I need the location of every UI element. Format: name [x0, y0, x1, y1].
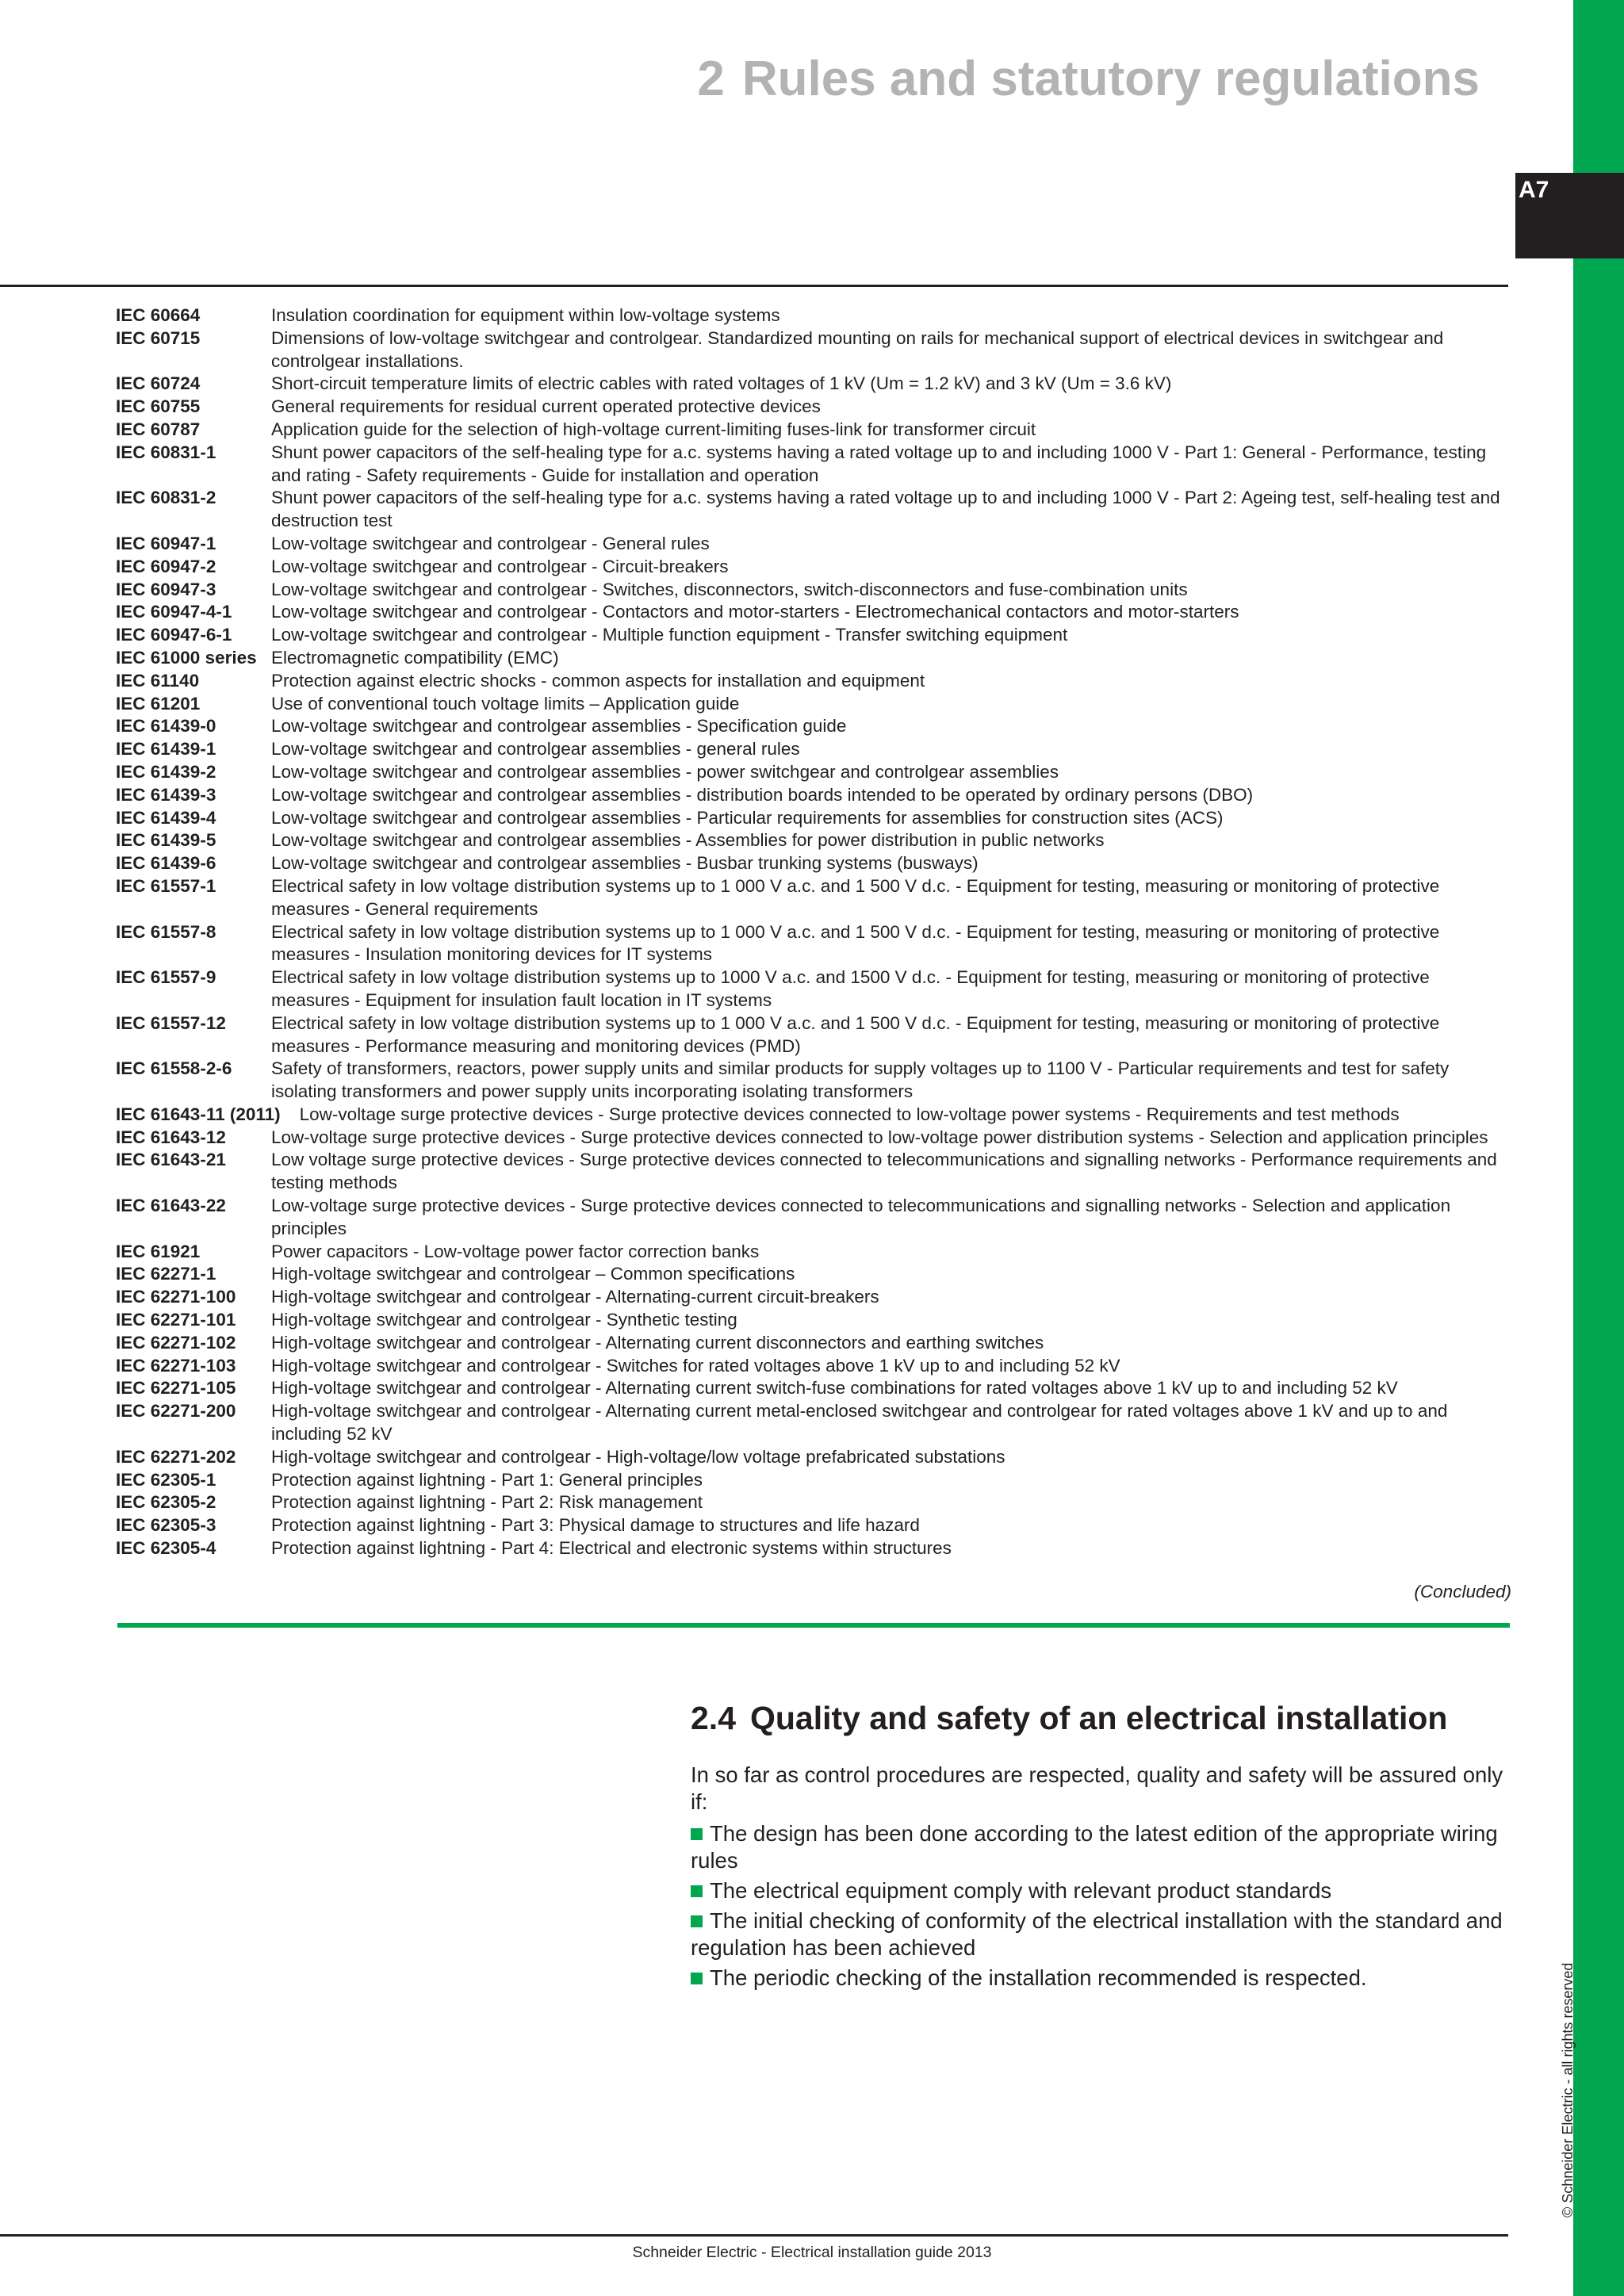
standard-code: IEC 61643-22	[116, 1196, 226, 1216]
standard-row	[116, 1241, 1511, 1264]
bullet-text: The periodic checking of the installation recommended is respected.	[710, 1965, 1367, 1990]
quality-safety-section	[691, 1698, 1512, 1992]
standard-description: Low voltage surge protective devices - Surge protective devices connected to telecommunications and signalling networks - Performance requirements and testing methods	[271, 1150, 1497, 1193]
standard-description: Protection against lightning - Part 3: Physical damage to structures and life hazard	[271, 1515, 920, 1536]
standard-row	[116, 624, 1511, 647]
green-divider	[117, 1623, 1510, 1628]
section-title	[691, 1698, 1512, 1738]
top-divider	[0, 285, 1508, 287]
standard-row	[116, 601, 1511, 624]
standard-code: IEC 60947-4-1	[116, 602, 232, 622]
standard-description: High-voltage switchgear and controlgear - Alternating current metal-enclosed switchgear and controlgear for rated voltages above 1 kV and up to and including 52 kV	[271, 1401, 1448, 1445]
page-footer: Schneider Electric - Electrical installation guide 2013	[632, 2244, 992, 2261]
standard-code: IEC 60831-2	[116, 488, 216, 508]
standard-code: IEC 60947-6-1	[116, 625, 232, 645]
standard-description: Low-voltage switchgear and controlgear assemblies - distribution boards intended to be operated by ordinary persons (DBO)	[271, 784, 1254, 805]
standard-row	[116, 738, 1511, 761]
standard-description: Electromagnetic compatibility (EMC)	[271, 647, 559, 668]
standard-row	[116, 396, 1511, 419]
standard-code: IEC 61557-12	[116, 1012, 226, 1033]
standards-list	[116, 304, 1511, 1560]
standard-code: IEC 62271-202	[116, 1446, 236, 1467]
standard-code: IEC 61140	[116, 670, 200, 691]
standard-row	[116, 670, 1511, 693]
standard-code: IEC 61000 series	[116, 647, 257, 668]
standard-row	[116, 829, 1511, 852]
standard-description: Safety of transformers, reactors, power supply units and similar products for supply voltages up to 1100 V - Particular requirements and test for safety isolating transformers and power supply units incorporating isolating transformers	[271, 1058, 1450, 1102]
standard-code: IEC 60664	[116, 305, 201, 325]
standard-row	[116, 1446, 1511, 1469]
standard-code: IEC 61439-1	[116, 739, 216, 760]
standard-description: Short-circuit temperature limits of electric cables with rated voltages of 1 kV (Um = 1.2 kV) and 3 kV (Um = 3.6 kV)	[271, 373, 1172, 394]
section-intro: In so far as control procedures are respected, quality and safety will be assured only if:	[691, 1762, 1503, 1814]
standard-row	[116, 1469, 1511, 1492]
standard-code: IEC 61439-2	[116, 761, 216, 782]
standard-code: IEC 62271-100	[116, 1287, 236, 1307]
standard-code: IEC 62305-2	[116, 1492, 216, 1513]
standard-description: Low-voltage switchgear and controlgear assemblies - Specification guide	[271, 716, 847, 737]
standard-code: IEC 61439-6	[116, 853, 216, 874]
standard-description: High-voltage switchgear and controlgear - Alternating current switch-fuse combinations for rated voltages above 1 kV up to and including 52 kV	[271, 1378, 1398, 1399]
section-number: 2.4	[691, 1700, 736, 1736]
standard-code: IEC 61439-5	[116, 830, 216, 851]
standard-code: IEC 61439-3	[116, 784, 216, 805]
standard-row	[116, 1400, 1511, 1446]
standard-row	[116, 875, 1511, 921]
standard-code: IEC 62271-101	[116, 1310, 236, 1330]
standard-code: IEC 61439-4	[116, 807, 216, 828]
standard-description: Low-voltage surge protective devices - Surge protective devices connected to low-voltage power systems - Requirements and test methods	[299, 1104, 1400, 1124]
standard-description: High-voltage switchgear and controlgear – Common specifications	[271, 1264, 795, 1284]
bullet-item	[691, 1908, 1512, 1961]
standard-description: Low-voltage surge protective devices - Surge protective devices connected to low-voltage power distribution systems - Selection and application principles	[271, 1127, 1488, 1147]
standard-code: IEC 62305-4	[116, 1538, 216, 1559]
standard-row	[116, 761, 1511, 784]
bottom-divider	[0, 2234, 1508, 2237]
standard-description: Low-voltage surge protective devices - Surge protective devices connected to telecommunications and signalling networks - Selection and application principles	[271, 1196, 1451, 1238]
standard-code: IEC 61557-8	[116, 921, 216, 942]
standard-description: Low-voltage switchgear and controlgear assemblies - Particular requirements for assemblies for construction sites (ACS)	[271, 807, 1224, 828]
standard-code: IEC 60831-1	[116, 442, 216, 462]
green-square-bullet-icon	[691, 1828, 703, 1840]
standard-description: Insulation coordination for equipment within low-voltage systems	[271, 305, 780, 325]
standard-description: Low-voltage switchgear and controlgear assemblies - Busbar trunking systems (busways)	[271, 853, 979, 874]
standard-row	[116, 1058, 1511, 1104]
chapter-title-text: Rules and statutory regulations	[741, 52, 1480, 106]
standard-description: High-voltage switchgear and controlgear - Synthetic testing	[271, 1310, 737, 1330]
standard-description: Protection against electric shocks - common aspects for installation and equipment	[271, 670, 925, 691]
green-square-bullet-icon	[691, 1915, 703, 1927]
standard-code: IEC 61643-21	[116, 1150, 226, 1170]
standard-code: IEC 62305-1	[116, 1469, 216, 1490]
standard-code: IEC 60724	[116, 373, 201, 394]
standard-description: Low-voltage switchgear and controlgear - Multiple function equipment - Transfer switching equipment	[271, 625, 1068, 645]
standard-row	[116, 1127, 1511, 1150]
standard-code: IEC 60755	[116, 396, 201, 417]
standard-code: IEC 60947-3	[116, 579, 216, 599]
standard-row	[116, 693, 1511, 716]
standard-description: Protection against lightning - Part 1: General principles	[271, 1469, 703, 1490]
standard-description: High-voltage switchgear and controlgear - Switches for rated voltages above 1 kV up to and including 52 kV	[271, 1355, 1120, 1376]
standard-description: Use of conventional touch voltage limits – Application guide	[271, 693, 740, 714]
standard-row	[116, 966, 1511, 1012]
standard-row	[116, 784, 1511, 807]
standard-code: IEC 60947-2	[116, 556, 216, 576]
bullet-item	[691, 1820, 1512, 1874]
standard-row	[116, 1377, 1511, 1400]
chapter-title	[697, 51, 1480, 108]
standard-description: Low-voltage switchgear and controlgear - Switches, disconnectors, switch-disconnectors and fuse-combination units	[271, 579, 1188, 599]
green-square-bullet-icon	[691, 1973, 703, 1984]
standard-row	[116, 1491, 1511, 1514]
standard-row	[116, 487, 1511, 533]
standard-code: IEC 61557-9	[116, 967, 216, 988]
green-square-bullet-icon	[691, 1885, 703, 1897]
standard-row	[116, 327, 1511, 373]
standard-code: IEC 62271-103	[116, 1355, 236, 1376]
standard-row	[116, 1537, 1511, 1560]
standard-row	[116, 1195, 1511, 1241]
standard-description: Low-voltage switchgear and controlgear assemblies - general rules	[271, 739, 800, 760]
concluded-note: (Concluded)	[1414, 1582, 1511, 1601]
standard-row	[116, 852, 1511, 875]
standard-row	[116, 373, 1511, 396]
standard-code: IEC 62305-3	[116, 1515, 216, 1536]
standard-description: High-voltage switchgear and controlgear - Alternating current disconnectors and earthing switches	[271, 1332, 1044, 1353]
standard-row	[116, 1332, 1511, 1355]
standard-code: IEC 60787	[116, 419, 201, 439]
green-side-bar	[1573, 0, 1624, 2296]
standard-description: Low-voltage switchgear and controlgear assemblies - Assemblies for power distribution in public networks	[271, 830, 1105, 851]
standard-row	[116, 1309, 1511, 1332]
standard-row	[116, 579, 1511, 602]
standard-row	[116, 556, 1511, 579]
standard-description: Electrical safety in low voltage distribution systems up to 1000 V a.c. and 1500 V d.c. - Equipment for testing, measuring or monitoring of protective measures - Equipment for insulation fault location in IT systems	[271, 967, 1430, 1010]
standard-code: IEC 61921	[116, 1241, 201, 1261]
chapter-number: 2	[697, 52, 725, 106]
standard-code: IEC 61643-12	[116, 1127, 226, 1147]
copyright-notice: © Schneider Electric - all rights reserved	[1560, 1962, 1576, 2218]
standard-description: Shunt power capacitors of the self-healing type for a.c. systems having a rated voltage up to and including 1000 V - Part 2: Ageing test, self-healing test and destruction test	[271, 488, 1500, 531]
bullet-text: The initial checking of conformity of the electrical installation with the standard and regulation has been achieved	[691, 1908, 1503, 1960]
page-tab: A7	[1515, 173, 1624, 258]
standard-code: IEC 62271-105	[116, 1378, 236, 1399]
standard-description: High-voltage switchgear and controlgear - Alternating-current circuit-breakers	[271, 1287, 879, 1307]
bullet-item	[691, 1877, 1512, 1904]
standard-code: IEC 60947-1	[116, 533, 216, 553]
standard-row	[116, 533, 1511, 556]
standard-description: Application guide for the selection of high-voltage current-limiting fuses-link for transformer circuit	[271, 419, 1036, 439]
section-title-text: Quality and safety of an electrical installation	[750, 1700, 1448, 1736]
standard-description: Electrical safety in low voltage distribution systems up to 1 000 V a.c. and 1 500 V d.c. - Equipment for testing, measuring or monitoring of protective measures - Insulation monitoring devices for IT systems	[271, 921, 1440, 965]
bullet-list	[691, 1820, 1512, 1992]
standard-code: IEC 62271-102	[116, 1332, 236, 1353]
standard-description: Shunt power capacitors of the self-healing type for a.c. systems having a rated voltage up to and including 1000 V - Part 1: General - Performance, testing and rating - Safety requirements - Guide for installation and operation	[271, 442, 1487, 485]
standard-row	[116, 1263, 1511, 1286]
standard-row	[116, 921, 1511, 967]
standard-row	[116, 442, 1511, 488]
standard-description: Low-voltage switchgear and controlgear - General rules	[271, 533, 710, 553]
standard-row	[116, 419, 1511, 442]
standard-description: Low-voltage switchgear and controlgear assemblies - power switchgear and controlgear assemblies	[271, 761, 1059, 782]
standard-description: Power capacitors - Low-voltage power factor correction banks	[271, 1241, 760, 1261]
standard-code: IEC 60715	[116, 327, 201, 348]
standard-description: High-voltage switchgear and controlgear - High-voltage/low voltage prefabricated substations	[271, 1446, 1005, 1467]
standard-description: General requirements for residual current operated protective devices	[271, 396, 821, 417]
standard-row	[116, 1104, 1511, 1127]
standard-code: IEC 62271-1	[116, 1264, 216, 1284]
standard-description: Low-voltage switchgear and controlgear - Contactors and motor-starters - Electromechanical contactors and motor-starters	[271, 602, 1239, 622]
standard-code: IEC 61557-1	[116, 875, 216, 896]
standard-code: IEC 61558-2-6	[116, 1058, 232, 1079]
standard-row	[116, 304, 1511, 327]
standard-row	[116, 807, 1511, 830]
standard-description: Electrical safety in low voltage distribution systems up to 1 000 V a.c. and 1 500 V d.c. - Equipment for testing, measuring or monitoring of protective measures - General requirements	[271, 875, 1440, 919]
standard-description: Electrical safety in low voltage distribution systems up to 1 000 V a.c. and 1 500 V d.c. - Equipment for testing, measuring or monitoring of protective measures - Performance measuring and monitoring devices (PMD)	[271, 1012, 1440, 1056]
bullet-text: The electrical equipment comply with relevant product standards	[710, 1878, 1332, 1903]
standard-row	[116, 1149, 1511, 1195]
standard-description: Dimensions of low-voltage switchgear and controlgear. Standardized mounting on rails for mechanical support of electrical devices in switchgear and controlgear installations.	[271, 327, 1444, 371]
standard-row	[116, 1514, 1511, 1537]
standard-code: IEC 61643-11 (2011)	[116, 1104, 281, 1124]
standard-code: IEC 61439-0	[116, 716, 216, 737]
bullet-text: The design has been done according to the latest edition of the appropriate wiring rules	[691, 1821, 1498, 1873]
standard-code: IEC 61201	[116, 693, 201, 714]
standard-row	[116, 647, 1511, 670]
standard-row	[116, 1355, 1511, 1378]
standard-row	[116, 715, 1511, 738]
standard-row	[116, 1286, 1511, 1309]
standard-description: Protection against lightning - Part 4: Electrical and electronic systems within structures	[271, 1538, 952, 1559]
bullet-item	[691, 1965, 1512, 1992]
standard-description: Protection against lightning - Part 2: Risk management	[271, 1492, 703, 1513]
standard-row	[116, 1012, 1511, 1058]
standard-code: IEC 62271-200	[116, 1401, 236, 1422]
standard-description: Low-voltage switchgear and controlgear - Circuit-breakers	[271, 556, 729, 576]
